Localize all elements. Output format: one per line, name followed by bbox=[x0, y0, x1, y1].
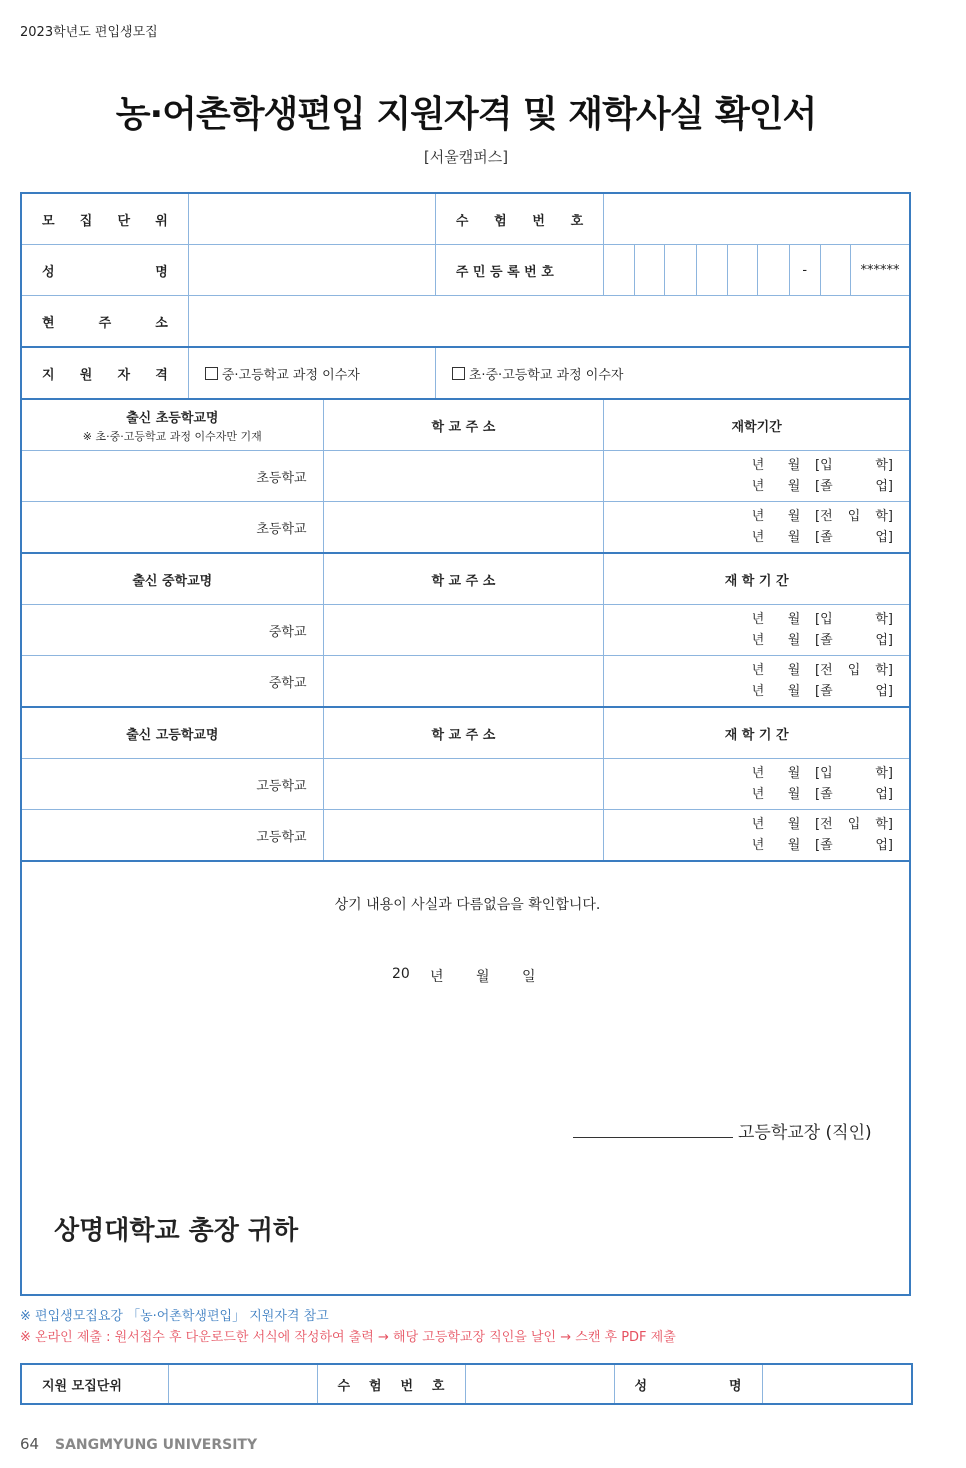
period-field[interactable]: 년 월 [전 입 학] 년 월 [졸 업] bbox=[604, 656, 910, 708]
name-label: 성 명 bbox=[21, 245, 188, 296]
school-address-header: 학 교 주 소 bbox=[323, 399, 604, 451]
footer-form bbox=[20, 1363, 913, 1405]
school-address-field[interactable] bbox=[323, 502, 604, 554]
footer-name-field[interactable] bbox=[762, 1364, 912, 1404]
high-header-row bbox=[21, 707, 910, 759]
rrn-label: 주 민 등 록 번 호 bbox=[435, 245, 603, 296]
row-unit-exam bbox=[21, 193, 910, 245]
checkbox-icon[interactable] bbox=[205, 367, 218, 380]
rrn-digit[interactable] bbox=[634, 245, 665, 296]
rrn-digit[interactable] bbox=[727, 245, 758, 296]
footer-unit-label: 지원 모집단위 bbox=[21, 1364, 168, 1404]
confirmation-area bbox=[20, 854, 911, 1296]
school-name-field[interactable]: 중학교 bbox=[21, 656, 323, 708]
period-header: 재학기간 bbox=[604, 399, 910, 451]
school-address-header: 학 교 주 소 bbox=[323, 707, 604, 759]
rrn-dash: - bbox=[789, 245, 820, 296]
rrn-digit[interactable] bbox=[758, 245, 790, 296]
note-reference: ※ 편입생모집요강 「농·어촌학생편입」 지원자격 참고 bbox=[20, 1309, 329, 1324]
school-address-field[interactable] bbox=[323, 656, 604, 708]
period-field[interactable]: 년 월 [입 학] 년 월 [졸 업] bbox=[604, 451, 910, 502]
signature-label: 고등학교장 (직인) bbox=[738, 1123, 872, 1143]
rrn-digit[interactable] bbox=[665, 245, 697, 296]
qualification-option-2[interactable]: 초·중·고등학교 과정 이수자 bbox=[435, 347, 910, 399]
middle-header-row bbox=[21, 553, 910, 605]
elementary-header-row bbox=[21, 399, 910, 451]
school-name-field[interactable]: 고등학교 bbox=[21, 759, 323, 810]
middle-row bbox=[21, 605, 910, 656]
footer-unit-field[interactable] bbox=[168, 1364, 317, 1404]
university-name: SANGMYUNG UNIVERSITY bbox=[55, 1437, 258, 1453]
date-line[interactable]: 20 년 월 일 bbox=[392, 966, 536, 985]
rrn-digit[interactable] bbox=[820, 245, 851, 296]
unit-label: 모 집 단 위 bbox=[21, 193, 188, 245]
school-name-field[interactable]: 초등학교 bbox=[21, 502, 323, 554]
row-qualification bbox=[21, 347, 910, 399]
high-row bbox=[21, 759, 910, 810]
header-label: 2023학년도 편입생모집 bbox=[20, 25, 158, 40]
school-name-field[interactable]: 초등학교 bbox=[21, 451, 323, 502]
school-address-field[interactable] bbox=[323, 759, 604, 810]
confirmation-text: 상기 내용이 사실과 다름없음을 확인합니다. bbox=[334, 897, 601, 913]
elementary-row bbox=[21, 502, 910, 554]
exam-number-field[interactable] bbox=[604, 193, 910, 245]
period-field[interactable]: 년 월 [전 입 학] 년 월 [졸 업] bbox=[604, 502, 910, 554]
period-field[interactable]: 년 월 [입 학] 년 월 [졸 업] bbox=[604, 759, 910, 810]
address-label: 현 주 소 bbox=[21, 296, 188, 348]
school-name-field[interactable]: 중학교 bbox=[21, 605, 323, 656]
qualification-option-1[interactable]: 중·고등학교 과정 이수자 bbox=[188, 347, 435, 399]
row-name-rrn bbox=[21, 245, 910, 296]
elementary-note: ※ 초·중·고등학교 과정 이수자만 기재 bbox=[82, 429, 262, 443]
footer-exam-label: 수 험 번 호 bbox=[317, 1364, 465, 1404]
school-address-field[interactable] bbox=[323, 605, 604, 656]
application-form bbox=[20, 192, 911, 862]
note-submission: ※ 온라인 제출 : 원서접수 후 다운로드한 서식에 작성하여 출력 → 해당 고등학교장 직인을 날인 → 스캔 후 PDF 제출 bbox=[20, 1330, 676, 1345]
school-address-header: 학 교 주 소 bbox=[323, 553, 604, 605]
school-name-field[interactable]: 고등학교 bbox=[21, 810, 323, 862]
middle-school-header: 출신 중학교명 bbox=[21, 553, 323, 605]
footer-name-label: 성 명 bbox=[614, 1364, 762, 1404]
page-number: 64 bbox=[20, 1435, 40, 1453]
rrn-mask: ****** bbox=[851, 245, 910, 296]
checkbox-icon[interactable] bbox=[452, 367, 465, 380]
name-field[interactable] bbox=[188, 245, 435, 296]
signature-line[interactable] bbox=[573, 1137, 733, 1138]
period-header: 재 학 기 간 bbox=[604, 707, 910, 759]
document-title: 농·어촌학생편입 지원자격 및 재학사실 확인서 bbox=[115, 94, 817, 135]
period-header: 재 학 기 간 bbox=[604, 553, 910, 605]
period-field[interactable]: 년 월 [입 학] 년 월 [졸 업] bbox=[604, 605, 910, 656]
exam-number-label: 수 험 번 호 bbox=[435, 193, 603, 245]
addressee: 상명대학교 총장 귀하 bbox=[54, 1216, 299, 1246]
elementary-school-header: 출신 초등학교명 ※ 초·중·고등학교 과정 이수자만 기재 bbox=[21, 399, 323, 451]
elementary-row bbox=[21, 451, 910, 502]
school-address-field[interactable] bbox=[323, 451, 604, 502]
rrn-digit[interactable] bbox=[604, 245, 635, 296]
row-address bbox=[21, 296, 910, 348]
qualification-label: 지 원 자 격 bbox=[21, 347, 188, 399]
address-field[interactable] bbox=[188, 296, 910, 348]
middle-row bbox=[21, 656, 910, 708]
document-subtitle: [서울캠퍼스] bbox=[423, 148, 509, 166]
period-field[interactable]: 년 월 [전 입 학] 년 월 [졸 업] bbox=[604, 810, 910, 862]
footer-exam-field[interactable] bbox=[465, 1364, 614, 1404]
high-school-header: 출신 고등학교명 bbox=[21, 707, 323, 759]
unit-field[interactable] bbox=[188, 193, 435, 245]
rrn-digit[interactable] bbox=[697, 245, 728, 296]
